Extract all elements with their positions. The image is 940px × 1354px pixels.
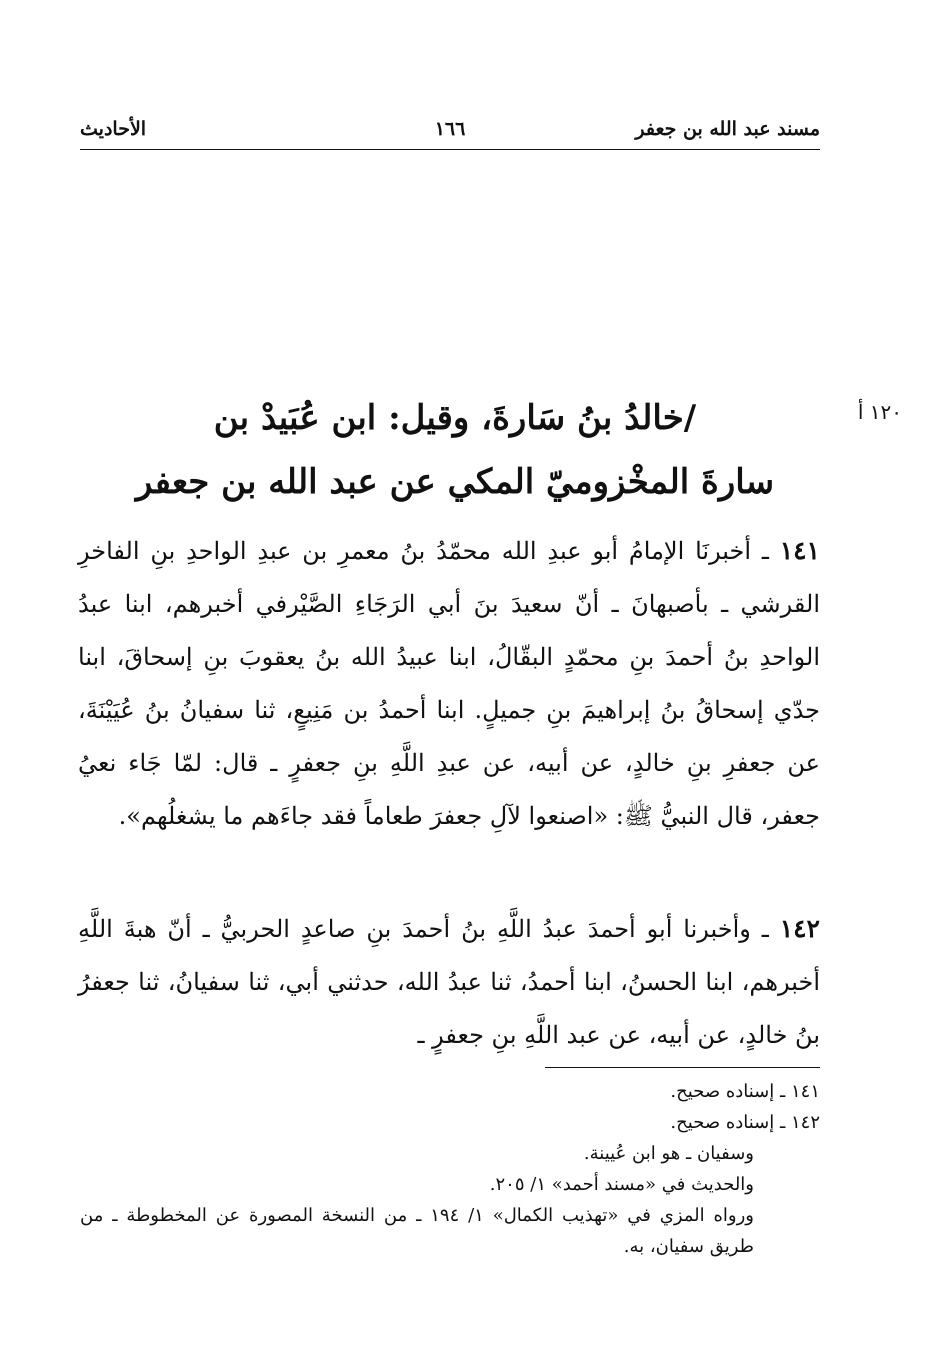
hadith-paragraph: [78, 524, 820, 843]
chapter-heading: [110, 386, 800, 514]
footnote-note: وسفيان ـ هو ابن عُيينة.: [583, 1143, 754, 1164]
header-part-title: الأحاديث: [80, 118, 147, 140]
footnote-item: ١٤١ ـ إسناده صحيح.: [670, 1081, 820, 1102]
hadith-paragraph: [78, 902, 820, 1062]
header-rule: [80, 149, 820, 150]
header-page-number: ١٦٦: [434, 118, 466, 140]
footnote-note: ورواه المزي في «تهذيب الكمال» ١/ ١٩٤ ـ من النسخة المصورة عن المخطوطة ـ من طريق سفيان، به.: [80, 1205, 754, 1257]
margin-folio: ١٢٠ أ: [857, 400, 902, 424]
footnote-item: ١٤٢ ـ إسناده صحيح.: [670, 1112, 820, 1133]
hadith-number: ١٤٢: [779, 914, 820, 943]
body-text: [78, 524, 821, 1049]
hadith-number: ١٤١: [779, 536, 820, 565]
footnote-note: والحديث في «مسند أحمد» ١/ ٢٠٥.: [489, 1174, 754, 1195]
running-header: [80, 118, 820, 152]
footnotes: [80, 1076, 820, 1262]
hadith-text: ـ أخبرنَا الإمامُ أبو عبدِ الله محمّدُ بنُ معمرِ بن عبدِ الواحدِ بنِ الفاخرِ القرشي ـ بأصبهانَ ـ أنّ سعيدَ بنَ أبي الرَجَاءِ الصَّيْرفي أخبرهم، ابنا عبدُ الواحدِ بنُ أحمدَ بنِ محمّدٍ البقّالُ، ابنا عبيدُ الله بنُ يعقوبَ بنِ إسحاقَ، ابنا جدّي إسحاقُ بنُ إبراهيمَ بنِ جميلٍ. ابنا أحمدُ بن مَنِيعٍ، ثنا سفيانُ بنُ عُيَيْنَةَ، عن جعفرِ بنِ خالدٍ، عن أبيه، عن عبدِ اللَّهِ بنِ جعفرٍ ـ قال: لمّا جَاء نعيُ جعفر، قال النبيُّ ﷺ: «اصنعوا لآلِ جعفرَ طعاماً فقد جاءَهم ما يشغلُهم».: [78, 537, 820, 830]
hadith-text: ـ وأخبرنا أبو أحمدَ عبدُ اللَّهِ بنُ أحمدَ بنِ صاعدٍ الحربيُّ ـ أنّ هبةَ اللَّهِ أخبرهم، ابنا الحسنُ، ابنا أحمدُ، ثنا عبدُ الله، حدثني أبي، ثنا سفيانُ، ثنا جعفرُ بنُ خالدٍ، عن أبيه، عن عبد اللَّهِ بنِ جعفرٍ ـ: [78, 915, 821, 1049]
header-book-section: مسند عبد الله بن جعفر: [635, 118, 820, 140]
chapter-heading-line-2: سارةَ المخْزوميّ المكي عن عبد الله بن جعفر: [135, 462, 775, 502]
chapter-heading-line-1: /خالدُ بنُ سَارةَ، وقيل: ابن عُبَيدْ بن: [213, 398, 697, 438]
footnote-rule: [545, 1067, 820, 1068]
